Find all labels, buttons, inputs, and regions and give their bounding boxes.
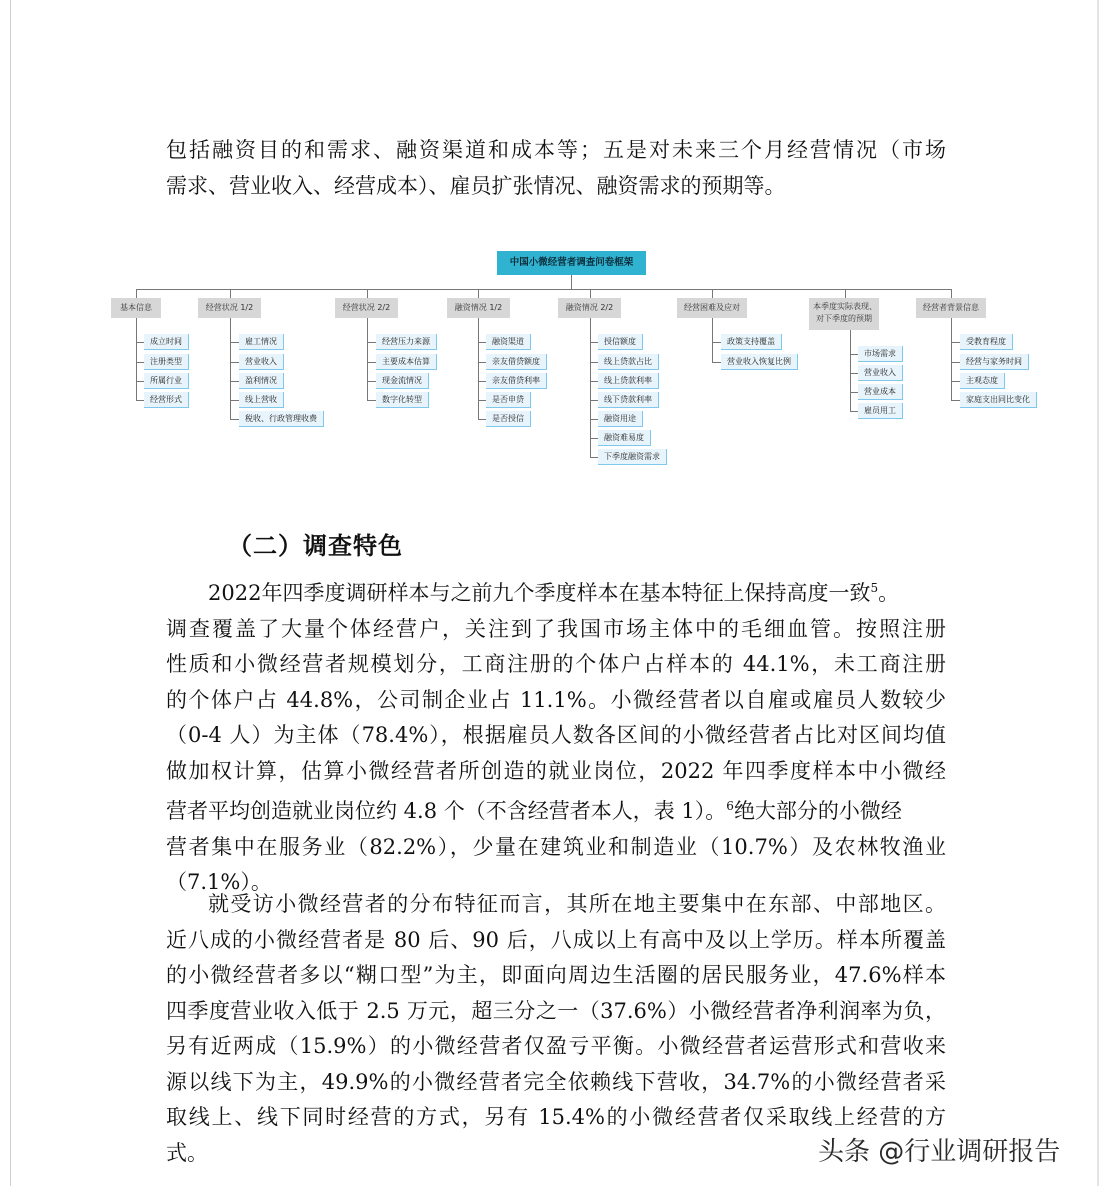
- diagram-item: 亲友借贷额度: [486, 354, 547, 370]
- diagram-item: 线上营收: [239, 392, 284, 408]
- diagram-root: 中国小微经营者调查问卷框架: [497, 251, 646, 275]
- diagram-item: 线上贷款占比: [598, 354, 659, 370]
- diagram-item: 家庭支出同比变化: [960, 392, 1037, 408]
- category-label-line1: 本季度实际表现、: [813, 302, 877, 311]
- text-line: 就受访小微经营者的分布特征而言，其所在地主要集中在东部、中部地区。: [208, 892, 946, 916]
- intro-paragraph: [166, 133, 946, 204]
- section-title: （二）调查特色: [228, 532, 403, 560]
- diagram-item: 下季度融资需求: [598, 449, 667, 465]
- text-line: 另有近两成（15.9%）的小微经营者仅盈亏平衡。小微经营者运营形式和营收来: [166, 1034, 946, 1058]
- text-segment: 绝大部分的小微经: [733, 799, 902, 823]
- diagram-item: 数字化转型: [376, 392, 429, 408]
- text-line: 包括融资目的和需求、融资渠道和成本等；五是对未来三个月经营情况（市场: [166, 138, 946, 162]
- category-difficulties: 经营困难及应对: [677, 298, 747, 318]
- diagram-item: 税收、行政管理收费: [239, 411, 324, 427]
- category-financing-2: 融资情况 2/2: [558, 298, 621, 318]
- diagram-item: 经营压力来源: [376, 334, 437, 350]
- text-line: 四季度营业收入低于 2.5 万元，超三分之一（37.6%）小微经营者净利润率为负，: [166, 998, 946, 1023]
- category-basic-info: 基本信息: [111, 298, 161, 318]
- text-line: 需求、营业收入、经营成本）、雇员扩张情况、融资需求的预期等。: [166, 173, 786, 198]
- diagram-item: 营业成本: [858, 384, 903, 400]
- diagram-item: 市场需求: [858, 346, 903, 362]
- diagram-item: 经营与家务时间: [960, 354, 1029, 370]
- category-background: 经营者背景信息: [916, 298, 986, 318]
- footnote-ref: 6: [726, 799, 734, 813]
- diagram-item: 营业收入: [858, 365, 903, 381]
- diagram-item: 是否授信: [486, 411, 531, 427]
- diagram-item: 主要成本估算: [376, 354, 437, 370]
- text-line: （7.1%）。: [166, 870, 272, 894]
- diagram-item: 所属行业: [144, 373, 189, 389]
- text-line: 营者集中在服务业（82.2%），少量在建筑业和制造业（10.7%）及农林牧渔业: [166, 834, 946, 859]
- text-segment: 营者平均创造就业岗位约 4.8 个（不含经营者本人，表 1）。: [166, 799, 727, 823]
- page-left-edge: [10, 0, 11, 1186]
- diagram-item: 融资渠道: [486, 334, 531, 350]
- text-line: [166, 571, 946, 612]
- text-segment: 。: [878, 581, 900, 605]
- diagram-item: 政策支持覆盖: [721, 334, 782, 350]
- text-line: 取线上、线下同时经营的方式，另有 15.4%的小微经营者仅采取线上经营的方: [166, 1105, 946, 1129]
- category-financing-1: 融资情况 1/2: [447, 298, 510, 318]
- text-line: 做加权计算，估算小微经营者所创造的就业岗位，2022 年四季度样本中小微经: [166, 758, 946, 783]
- diagram-item: 现金流情况: [376, 373, 429, 389]
- text-line: 的小微经营者多以“糊口型”为主，即面向周边生活圈的居民服务业，47.6%样本: [166, 963, 946, 987]
- text-line: 的个体户占 44.8%，公司制企业占 11.1%。小微经营者以自雇或雇员人数较少: [166, 687, 946, 712]
- text-line: 式。: [166, 1140, 208, 1165]
- text-line: （0-4 人）为主体（78.4%），根据雇员人数各区间的小微经营者占比对区间均值: [166, 723, 946, 747]
- text-line: 源以线下为主，49.9%的小微经营者完全依赖线下营收，34.7%的小微经营者采: [166, 1069, 946, 1094]
- text-line: [166, 789, 946, 830]
- diagram-item: 注册类型: [144, 354, 189, 370]
- text-line: 性质和小微经营者规模划分，工商注册的个体户占样本的 44.1%，未工商注册: [166, 652, 946, 676]
- category-label-line2: 对下季度的预期: [816, 314, 872, 323]
- diagram-item: 营业收入恢复比例: [721, 354, 798, 370]
- diagram-item: 雇员用工: [858, 403, 903, 419]
- diagram-item: 亲友借贷利率: [486, 373, 547, 389]
- watermark: 头条 @行业调研报告: [818, 1137, 1061, 1167]
- diagram-item: 线下贷款利率: [598, 392, 659, 408]
- paragraph-survey-features: [166, 571, 946, 901]
- diagram-item: 融资难易度: [598, 430, 651, 446]
- diagram-item: 融资用途: [598, 411, 643, 427]
- diagram-item: 授信额度: [598, 334, 643, 350]
- text-line: 调查覆盖了大量个体经营户，关注到了我国市场主体中的毛细血管。按照注册: [166, 616, 946, 641]
- category-operations-2: 经营状况 2/2: [335, 298, 398, 318]
- diagram-item: 主观态度: [960, 373, 1005, 389]
- text-line: 近八成的小微经营者是 80 后、90 后，八成以上有高中及以上学历。样本所覆盖: [166, 927, 946, 952]
- diagram-item: 受教育程度: [960, 334, 1013, 350]
- diagram-item: 营业收入: [239, 354, 284, 370]
- diagram-item: 盈利情况: [239, 373, 284, 389]
- category-quarter-performance: [809, 298, 879, 330]
- diagram-item: 线上贷款利率: [598, 373, 659, 389]
- text-segment: 2022年四季度调研样本与之前九个季度样本在基本特征上保持高度一致: [208, 581, 871, 605]
- diagram-item: 成立时间: [144, 334, 189, 350]
- paragraph-distribution: [166, 887, 946, 1171]
- diagram-item: 经营形式: [144, 392, 189, 408]
- diagram-item: 是否申贷: [486, 392, 531, 408]
- category-operations-1: 经营状况 1/2: [198, 298, 261, 318]
- diagram-item: 雇工情况: [239, 334, 284, 350]
- footnote-ref: 5: [870, 581, 879, 595]
